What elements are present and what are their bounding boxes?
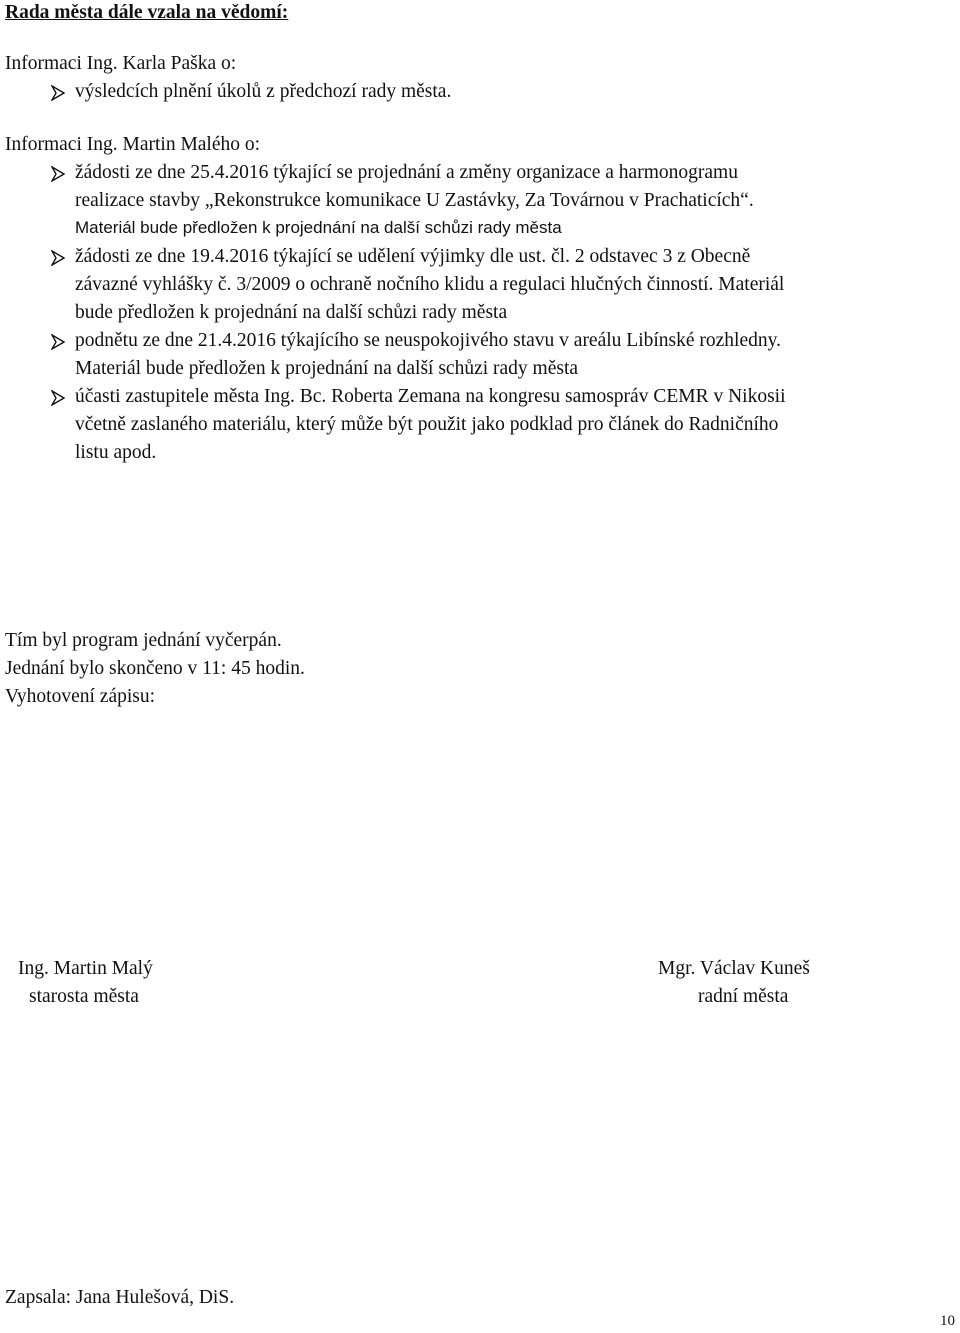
list-item-line: žádosti ze dne 25.4.2016 týkající se projednání a změny organizace a harmonogramu <box>75 162 738 183</box>
list-item-line: realizace stavby „Rekonstrukce komunikace U Zastávky, Za Továrnou v Prachaticích“. <box>75 190 754 211</box>
page-number: 10 <box>940 1313 955 1329</box>
section2-intro: Informaci Ing. Martin Malého o: <box>5 134 261 155</box>
signature-left-name: Ing. Martin Malý <box>18 958 153 979</box>
list-item-line: Materiál bude předložen k projednání na další schůzi rady města <box>75 218 562 237</box>
arrow-bullet-icon <box>51 166 65 182</box>
list-item: výsledcích plnění úkolů z předchozí rady města. <box>75 81 452 102</box>
list-item-line: podnětu ze dne 21.4.2016 týkajícího se neuspokojivého stavu v areálu Libínské rozhledny. <box>75 330 781 351</box>
section-heading: Rada města dále vzala na vědomí: <box>5 2 289 23</box>
arrow-bullet-icon <box>51 390 65 406</box>
section1-intro: Informaci Ing. Karla Paška o: <box>5 53 237 74</box>
arrow-bullet-icon <box>51 85 65 101</box>
arrow-bullet-icon <box>51 334 65 350</box>
list-item-line: bude předložen k projednání na další schůzi rady města <box>75 302 508 323</box>
list-item-line: Materiál bude předložen k projednání na další schůzi rady města <box>75 358 579 379</box>
list-item-line: žádosti ze dne 19.4.2016 týkající se udělení výjimky dle ust. čl. 2 odstavec 3 z Obecně <box>75 246 751 267</box>
signature-left-role: starosta města <box>29 986 139 1007</box>
closing-line: Jednání bylo skončeno v 11: 45 hodin. <box>5 658 305 679</box>
list-item-line: účasti zastupitele města Ing. Bc. Roberta Zemana na kongresu samospráv CEMR v Nikosii <box>75 386 786 407</box>
closing-line: Vyhotovení zápisu: <box>5 686 156 707</box>
list-item-line: listu apod. <box>75 442 157 463</box>
arrow-bullet-icon <box>51 250 65 266</box>
closing-line: Tím byl program jednání vyčerpán. <box>5 630 282 651</box>
list-item-line: včetně zaslaného materiálu, který může být použit jako podklad pro článek do Radničního <box>75 414 779 435</box>
signature-right-name: Mgr. Václav Kuneš <box>658 958 810 979</box>
recorder-line: Zapsala: Jana Hulešová, DiS. <box>5 1287 235 1308</box>
signature-right-role: radní města <box>698 986 789 1007</box>
list-item-line: závazné vyhlášky č. 3/2009 o ochraně nočního klidu a regulaci hlučných činností. Materiál <box>75 274 785 295</box>
